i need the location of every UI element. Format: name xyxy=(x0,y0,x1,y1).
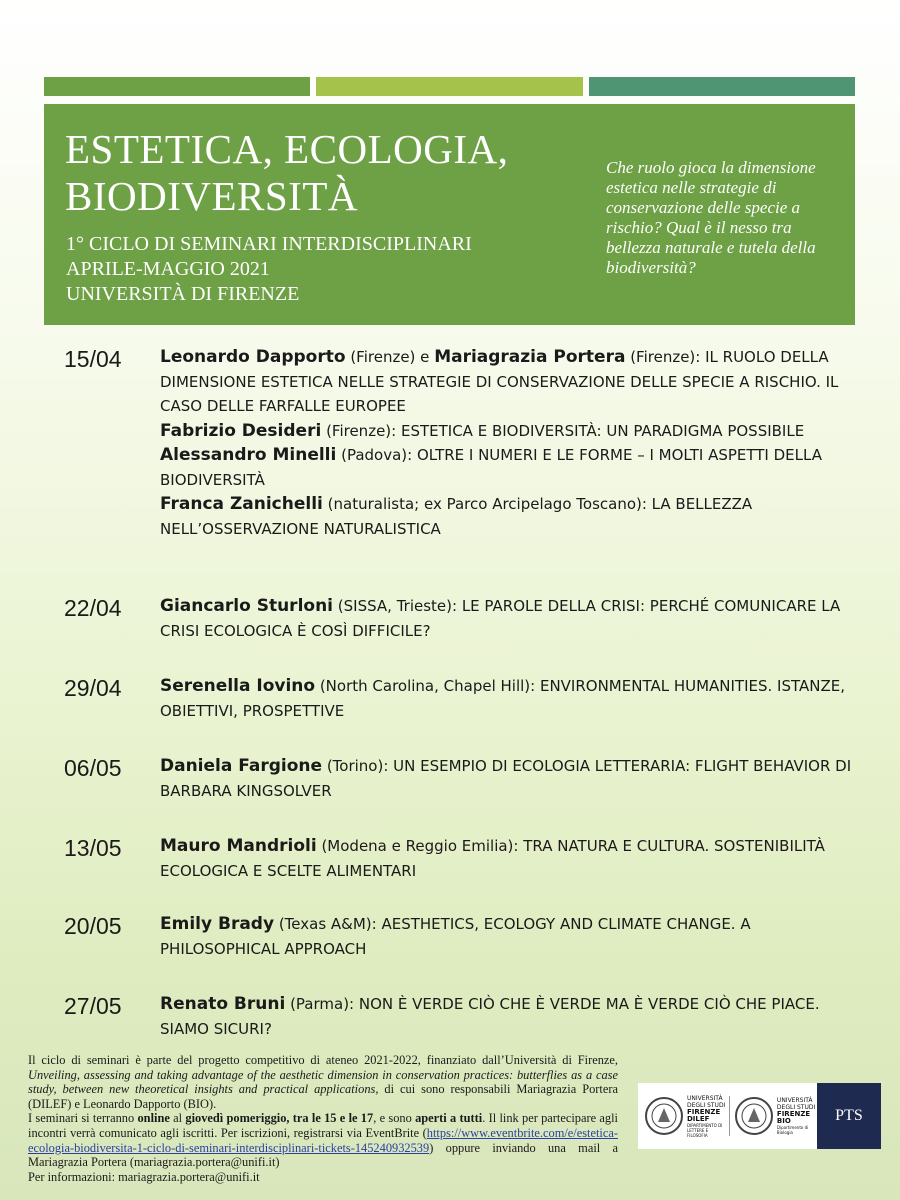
university-seal-icon xyxy=(734,1096,774,1136)
color-bar-2 xyxy=(316,77,582,96)
page-title xyxy=(65,126,585,220)
talk-entry xyxy=(160,492,860,541)
header-panel xyxy=(44,104,855,325)
color-bar-3 xyxy=(589,77,855,96)
speaker-name: Mariagrazia Portera xyxy=(434,347,626,367)
footer-info xyxy=(28,1053,618,1184)
speaker-name: Mauro Mandrioli xyxy=(160,836,317,856)
talk-details: (Firenze) e xyxy=(345,348,435,366)
event-talks xyxy=(160,992,860,1041)
title-line-2: BIODIVERSITÀ xyxy=(65,173,358,219)
top-color-bars xyxy=(44,77,855,96)
logo-strip xyxy=(638,1083,881,1149)
subtitle-university: UNIVERSITÀ DI FIRENZE xyxy=(66,283,300,305)
event-talks xyxy=(160,754,860,803)
event-talks xyxy=(160,674,860,723)
talk-details: (Torino): UN ESEMPIO DI ECOLOGIA LETTERARIA: FLIGHT BEHAVIOR DI BARBARA KINGSOLVER xyxy=(160,757,852,800)
footer-project-paragraph: Il ciclo di seminari è parte del progetto competitivo di ateneo 2021-2022, finanziato dall’Università di Firenze, Unveiling, assessing and taking advantage of the aesthetic dimension in conservation practices: butterflies as a case study, between new theoretical insights and practical applications, di cui sono responsabili Mariagrazia Portera (DILEF) e Leonardo Dapporto (BIO). xyxy=(28,1053,619,1111)
event-talks xyxy=(160,912,860,961)
logo-divider xyxy=(729,1096,730,1136)
talk-details: (Modena e Reggio Emilia): TRA NATURA E CULTURA. SOSTENIBILITÀ ECOLOGICA E SCELTE ALIMENTARI xyxy=(160,837,825,880)
event-date: 29/04 xyxy=(64,675,122,701)
talk-entry xyxy=(160,992,860,1041)
speaker-name: Serenella Iovino xyxy=(160,676,316,696)
talk-details: (Parma): NON È VERDE CIÒ CHE È VERDE MA È VERDE CIÒ CHE PIACE. SIAMO SICURI? xyxy=(160,995,820,1038)
talk-entry xyxy=(160,754,860,803)
header-question: Che ruolo gioca la dimensione estetica nelle strategie di conservazione delle specie a rischio? Qual è il nesso tra bellezza naturale e tutela della biodiversità? xyxy=(606,158,816,277)
unifi-bio-logo xyxy=(734,1096,817,1136)
talk-entry xyxy=(160,594,860,643)
speaker-name: Giancarlo Sturloni xyxy=(160,596,334,616)
subtitle-dates: APRILE-MAGGIO 2021 xyxy=(66,258,270,280)
event-date: 22/04 xyxy=(64,595,122,621)
pts-logo: PTS xyxy=(817,1083,881,1149)
talk-details: (Firenze): IL RUOLO DELLA DIMENSIONE ESTETICA NELLE STRATEGIE DI CONSERVAZIONE DELLE SPECIE A RISCHIO. IL CASO DELLE FARFALLE EUROPEE xyxy=(160,348,839,415)
talk-entry xyxy=(160,834,860,883)
speaker-name: Fabrizio Desideri xyxy=(160,420,322,441)
speaker-name: Emily Brady xyxy=(160,914,275,934)
speaker-name: Daniela Fargione xyxy=(160,756,323,776)
talk-entry xyxy=(160,345,860,419)
speaker-name: Alessandro Minelli xyxy=(160,445,337,465)
talk-entry xyxy=(160,912,860,961)
speaker-name: Renato Bruni xyxy=(160,994,286,1014)
event-date: 13/05 xyxy=(64,835,122,861)
color-bar-1 xyxy=(44,77,310,96)
title-line-1: ESTETICA, ECOLOGIA, xyxy=(65,126,509,172)
unifi-dilef-logo xyxy=(644,1095,727,1138)
footer-registration-paragraph: I seminari si terranno online al giovedì pomeriggio, tra le 15 e le 17, e sono aperti a tutti. Il link per partecipare agli incontri verrà comunicato agli iscritti. Per iscrizioni, registrarsi via EventBrite (https://www.eventbrite.com/e/estetica-ecologia-biodiversita-1-ciclo-di-seminari-interdisciplinari-tickets-145240932539) oppure inviando una mail a Mariagrazia Portera (mariagrazia.portera@unifi.it) xyxy=(28,1111,618,1170)
footer-contact: Per informazioni: mariagrazia.portera@unifi.it xyxy=(28,1169,260,1184)
talk-details: (Firenze): ESTETICA E BIODIVERSITÀ: UN PARADIGMA POSSIBILE xyxy=(321,421,805,440)
eventbrite-link[interactable]: https://www.eventbrite.com/e/estetica-ecologia-biodiversita-1-ciclo-di-seminari-interdisciplinari-tickets-145240932539 xyxy=(28,1125,618,1155)
talk-details: (Padova): OLTRE I NUMERI E LE FORME – I MOLTI ASPETTI DELLA BIODIVERSITÀ xyxy=(160,446,822,489)
event-date: 06/05 xyxy=(64,755,122,781)
event-date: 20/05 xyxy=(64,913,122,939)
university-seal-icon xyxy=(644,1096,684,1136)
talk-details: (Texas A&M): AESTHETICS, ECOLOGY AND CLIMATE CHANGE. A PHILOSOPHICAL APPROACH xyxy=(160,915,751,958)
talk-entry xyxy=(160,419,860,444)
subtitle xyxy=(66,232,472,307)
talk-entry xyxy=(160,443,860,492)
event-date: 27/05 xyxy=(64,993,122,1019)
speaker-name: Leonardo Dapporto xyxy=(160,347,346,367)
speaker-name: Franca Zanichelli xyxy=(160,494,323,514)
talk-details: (naturalista; ex Parco Arcipelago Toscano): LA BELLEZZA NELL’OSSERVAZIONE NATURALISTICA xyxy=(160,495,753,538)
talk-details: (SISSA, Trieste): LE PAROLE DELLA CRISI: PERCHÉ COMUNICARE LA CRISI ECOLOGICA È COSÌ DIFFICILE? xyxy=(160,597,841,640)
event-talks xyxy=(160,834,860,883)
event-talks xyxy=(160,594,860,643)
talk-entry xyxy=(160,674,860,723)
event-date: 15/04 xyxy=(64,346,122,372)
dilef-logo-text: UNIVERSITÀ DEGLI STUDI FIRENZE DILEF DIPARTIMENTO DI LETTERE E FILOSOFIA xyxy=(687,1094,726,1138)
event-talks xyxy=(160,345,860,541)
subtitle-series: 1° CICLO DI SEMINARI INTERDISCIPLINARI xyxy=(66,233,472,255)
talk-details: (North Carolina, Chapel Hill): ENVIRONMENTAL HUMANITIES. ISTANZE, OBIETTIVI, PROSPETTIVE xyxy=(160,677,845,720)
bio-logo-text: UNIVERSITÀ DEGLI STUDI FIRENZE BIO Dipartimento di Biologia xyxy=(776,1097,816,1135)
